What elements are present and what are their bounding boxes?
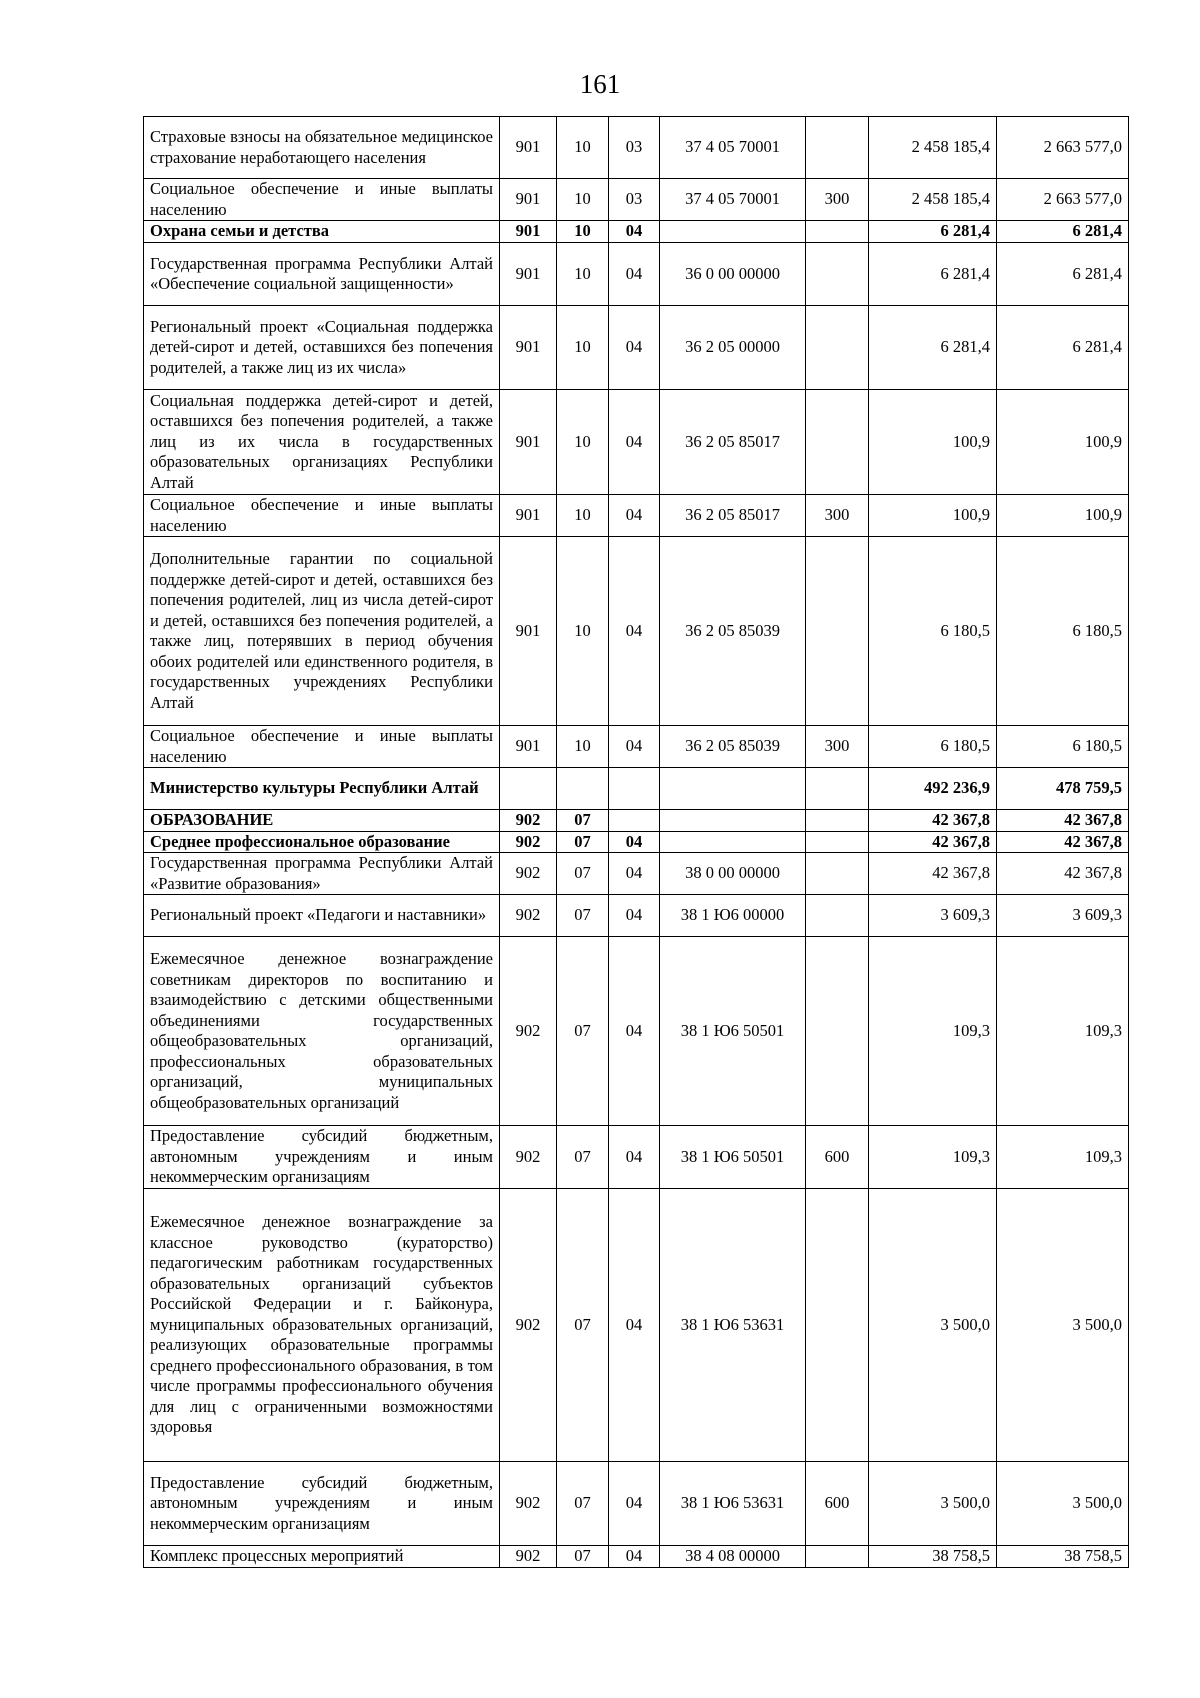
subsection-code-cell: 04 — [609, 495, 660, 537]
expense-type-cell: 600 — [806, 1126, 869, 1189]
grbs-code-cell: 901 — [500, 243, 557, 306]
amount-year2-cell: 42 367,8 — [997, 831, 1129, 853]
target-article-cell — [660, 221, 806, 243]
subsection-code-cell: 04 — [609, 1126, 660, 1189]
row-name-cell: Дополнительные гарантии по социальной поддержке детей-сирот и детей, оставшихся без попечения родителей, лиц из числа детей-сирот и детей, оставшихся без попечения родителей, а также лиц, потерявших в период обучения обоих родителей или единственного родителя, в государственных учреждениях Республики Алтай — [144, 537, 500, 726]
grbs-code-cell: 901 — [500, 221, 557, 243]
section-code-cell: 07 — [557, 1189, 609, 1462]
grbs-code-cell — [500, 768, 557, 810]
target-article-cell: 38 1 Ю6 00000 — [660, 895, 806, 937]
expense-type-cell: 600 — [806, 1462, 869, 1546]
grbs-code-cell: 901 — [500, 495, 557, 537]
amount-year2-cell: 100,9 — [997, 495, 1129, 537]
grbs-code-cell: 902 — [500, 831, 557, 853]
table-row — [144, 1546, 1129, 1568]
table-body — [144, 117, 1129, 1568]
row-name-cell: Среднее профессиональное образование — [144, 831, 500, 853]
row-name-cell: Социальное обеспечение и иные выплаты населению — [144, 726, 500, 768]
subsection-code-cell: 04 — [609, 937, 660, 1126]
subsection-code-cell: 03 — [609, 179, 660, 221]
section-code-cell: 10 — [557, 306, 609, 390]
section-code-cell: 07 — [557, 1126, 609, 1189]
expense-type-cell — [806, 537, 869, 726]
table-row — [144, 937, 1129, 1126]
target-article-cell: 36 2 05 85017 — [660, 495, 806, 537]
subsection-code-cell: 04 — [609, 243, 660, 306]
grbs-code-cell: 902 — [500, 810, 557, 832]
grbs-code-cell: 901 — [500, 117, 557, 179]
subsection-code-cell: 04 — [609, 1546, 660, 1568]
row-name-cell: Комплекс процессных мероприятий — [144, 1546, 500, 1568]
target-article-cell: 37 4 05 70001 — [660, 179, 806, 221]
table-row — [144, 495, 1129, 537]
section-code-cell: 10 — [557, 117, 609, 179]
target-article-cell: 36 2 05 00000 — [660, 306, 806, 390]
row-name-cell: Социальная поддержка детей-сирот и детей, оставшихся без попечения родителей, а также лиц из их числа в государственных образовательных организациях Республики Алтай — [144, 390, 500, 495]
section-code-cell: 10 — [557, 495, 609, 537]
subsection-code-cell — [609, 768, 660, 810]
row-name-cell: Предоставление субсидий бюджетным, автономным учреждениям и иным некоммерческим организациям — [144, 1462, 500, 1546]
row-name-cell: Предоставление субсидий бюджетным, автономным учреждениям и иным некоммерческим организациям — [144, 1126, 500, 1189]
row-name-cell: Государственная программа Республики Алтай «Развитие образования» — [144, 853, 500, 895]
amount-year2-cell: 6 180,5 — [997, 726, 1129, 768]
grbs-code-cell: 902 — [500, 1462, 557, 1546]
expense-type-cell: 300 — [806, 179, 869, 221]
table-row — [144, 810, 1129, 832]
target-article-cell: 38 1 Ю6 50501 — [660, 937, 806, 1126]
section-code-cell: 10 — [557, 390, 609, 495]
amount-year1-cell: 3 500,0 — [869, 1462, 997, 1546]
amount-year2-cell: 2 663 577,0 — [997, 179, 1129, 221]
table-row — [144, 1462, 1129, 1546]
expense-type-cell — [806, 895, 869, 937]
grbs-code-cell: 901 — [500, 390, 557, 495]
table-row — [144, 390, 1129, 495]
subsection-code-cell: 04 — [609, 221, 660, 243]
grbs-code-cell: 902 — [500, 1546, 557, 1568]
expense-type-cell — [806, 831, 869, 853]
section-code-cell: 07 — [557, 1462, 609, 1546]
section-code-cell: 07 — [557, 831, 609, 853]
expense-type-cell — [806, 937, 869, 1126]
table-row — [144, 1189, 1129, 1462]
target-article-cell — [660, 810, 806, 832]
amount-year1-cell: 492 236,9 — [869, 768, 997, 810]
amount-year2-cell: 478 759,5 — [997, 768, 1129, 810]
expense-type-cell: 300 — [806, 726, 869, 768]
table-row — [144, 726, 1129, 768]
amount-year2-cell: 3 609,3 — [997, 895, 1129, 937]
amount-year2-cell: 6 281,4 — [997, 221, 1129, 243]
amount-year1-cell: 42 367,8 — [869, 853, 997, 895]
target-article-cell: 36 2 05 85039 — [660, 726, 806, 768]
amount-year2-cell: 6 281,4 — [997, 243, 1129, 306]
target-article-cell: 38 1 Ю6 50501 — [660, 1126, 806, 1189]
section-code-cell: 07 — [557, 937, 609, 1126]
row-name-cell: Ежемесячное денежное вознаграждение за классное руководство (кураторство) педагогическим работникам государственных образовательных организаций субъектов Российской Федерации и г. Байконура, муниципальных образовательных организаций, реализующих образовательные программы среднего профессионального образования, в том числе программы профессионального обучения для лиц с ограниченными возможностями здоровья — [144, 1189, 500, 1462]
amount-year2-cell: 100,9 — [997, 390, 1129, 495]
amount-year1-cell: 42 367,8 — [869, 831, 997, 853]
target-article-cell: 36 2 05 85017 — [660, 390, 806, 495]
expense-type-cell — [806, 390, 869, 495]
table-row — [144, 853, 1129, 895]
subsection-code-cell: 04 — [609, 895, 660, 937]
expense-type-cell — [806, 1546, 869, 1568]
target-article-cell: 38 4 08 00000 — [660, 1546, 806, 1568]
section-code-cell: 07 — [557, 895, 609, 937]
amount-year2-cell: 109,3 — [997, 937, 1129, 1126]
section-code-cell: 07 — [557, 1546, 609, 1568]
row-name-cell: ОБРАЗОВАНИЕ — [144, 810, 500, 832]
table-row — [144, 179, 1129, 221]
grbs-code-cell: 902 — [500, 1189, 557, 1462]
subsection-code-cell: 04 — [609, 537, 660, 726]
section-code-cell: 10 — [557, 537, 609, 726]
target-article-cell: 38 1 Ю6 53631 — [660, 1462, 806, 1546]
budget-table — [143, 116, 1129, 1568]
subsection-code-cell: 04 — [609, 390, 660, 495]
row-name-cell: Региональный проект «Социальная поддержка детей-сирот и детей, оставшихся без попечения родителей, а также лиц из их числа» — [144, 306, 500, 390]
row-name-cell: Страховые взносы на обязательное медицинское страхование неработающего населения — [144, 117, 500, 179]
amount-year2-cell: 6 281,4 — [997, 306, 1129, 390]
amount-year2-cell: 2 663 577,0 — [997, 117, 1129, 179]
expense-type-cell — [806, 810, 869, 832]
amount-year1-cell: 6 281,4 — [869, 243, 997, 306]
amount-year1-cell: 2 458 185,4 — [869, 179, 997, 221]
expense-type-cell — [806, 768, 869, 810]
subsection-code-cell: 04 — [609, 306, 660, 390]
section-code-cell: 07 — [557, 810, 609, 832]
grbs-code-cell: 901 — [500, 179, 557, 221]
row-name-cell: Ежемесячное денежное вознаграждение советникам директоров по воспитанию и взаимодействию с детскими общественными объединениями государственных общеобразовательных организаций, профессиональных образовательных организаций, муниципальных общеобразовательных организаций — [144, 937, 500, 1126]
amount-year2-cell: 42 367,8 — [997, 810, 1129, 832]
grbs-code-cell: 902 — [500, 937, 557, 1126]
table-row — [144, 831, 1129, 853]
table-row — [144, 768, 1129, 810]
grbs-code-cell: 901 — [500, 537, 557, 726]
subsection-code-cell: 04 — [609, 1189, 660, 1462]
row-name-cell: Социальное обеспечение и иные выплаты населению — [144, 179, 500, 221]
amount-year1-cell: 38 758,5 — [869, 1546, 997, 1568]
expense-type-cell — [806, 117, 869, 179]
target-article-cell: 38 0 00 00000 — [660, 853, 806, 895]
amount-year1-cell: 6 180,5 — [869, 726, 997, 768]
table-row — [144, 306, 1129, 390]
amount-year1-cell: 109,3 — [869, 1126, 997, 1189]
subsection-code-cell: 04 — [609, 831, 660, 853]
row-name-cell: Министерство культуры Республики Алтай — [144, 768, 500, 810]
grbs-code-cell: 901 — [500, 726, 557, 768]
amount-year2-cell: 6 180,5 — [997, 537, 1129, 726]
section-code-cell: 07 — [557, 853, 609, 895]
amount-year1-cell: 109,3 — [869, 937, 997, 1126]
section-code-cell: 10 — [557, 179, 609, 221]
target-article-cell: 36 0 00 00000 — [660, 243, 806, 306]
section-code-cell: 10 — [557, 221, 609, 243]
amount-year1-cell: 42 367,8 — [869, 810, 997, 832]
amount-year1-cell: 6 281,4 — [869, 306, 997, 390]
row-name-cell: Охрана семьи и детства — [144, 221, 500, 243]
section-code-cell: 10 — [557, 243, 609, 306]
expense-type-cell — [806, 306, 869, 390]
section-code-cell — [557, 768, 609, 810]
grbs-code-cell: 902 — [500, 1126, 557, 1189]
subsection-code-cell: 04 — [609, 726, 660, 768]
table-row — [144, 1126, 1129, 1189]
row-name-cell: Государственная программа Республики Алтай «Обеспечение социальной защищенности» — [144, 243, 500, 306]
target-article-cell: 37 4 05 70001 — [660, 117, 806, 179]
amount-year2-cell: 109,3 — [997, 1126, 1129, 1189]
target-article-cell: 38 1 Ю6 53631 — [660, 1189, 806, 1462]
amount-year1-cell: 100,9 — [869, 390, 997, 495]
section-code-cell: 10 — [557, 726, 609, 768]
page-number: 161 — [579, 69, 621, 99]
expense-type-cell: 300 — [806, 495, 869, 537]
target-article-cell — [660, 768, 806, 810]
subsection-code-cell: 04 — [609, 853, 660, 895]
table-row — [144, 221, 1129, 243]
expense-type-cell — [806, 221, 869, 243]
grbs-code-cell: 902 — [500, 895, 557, 937]
table-row — [144, 117, 1129, 179]
amount-year1-cell: 6 180,5 — [869, 537, 997, 726]
amount-year2-cell: 42 367,8 — [997, 853, 1129, 895]
amount-year1-cell: 3 609,3 — [869, 895, 997, 937]
expense-type-cell — [806, 243, 869, 306]
subsection-code-cell — [609, 810, 660, 832]
amount-year1-cell: 2 458 185,4 — [869, 117, 997, 179]
amount-year2-cell: 38 758,5 — [997, 1546, 1129, 1568]
amount-year1-cell: 6 281,4 — [869, 221, 997, 243]
grbs-code-cell: 902 — [500, 853, 557, 895]
table-row — [144, 243, 1129, 306]
amount-year1-cell: 3 500,0 — [869, 1189, 997, 1462]
target-article-cell: 36 2 05 85039 — [660, 537, 806, 726]
expense-type-cell — [806, 1189, 869, 1462]
subsection-code-cell: 04 — [609, 1462, 660, 1546]
expense-type-cell — [806, 853, 869, 895]
row-name-cell: Региональный проект «Педагоги и наставники» — [144, 895, 500, 937]
amount-year1-cell: 100,9 — [869, 495, 997, 537]
grbs-code-cell: 901 — [500, 306, 557, 390]
amount-year2-cell: 3 500,0 — [997, 1462, 1129, 1546]
table-row — [144, 895, 1129, 937]
subsection-code-cell: 03 — [609, 117, 660, 179]
target-article-cell — [660, 831, 806, 853]
table-row — [144, 537, 1129, 726]
amount-year2-cell: 3 500,0 — [997, 1189, 1129, 1462]
row-name-cell: Социальное обеспечение и иные выплаты населению — [144, 495, 500, 537]
